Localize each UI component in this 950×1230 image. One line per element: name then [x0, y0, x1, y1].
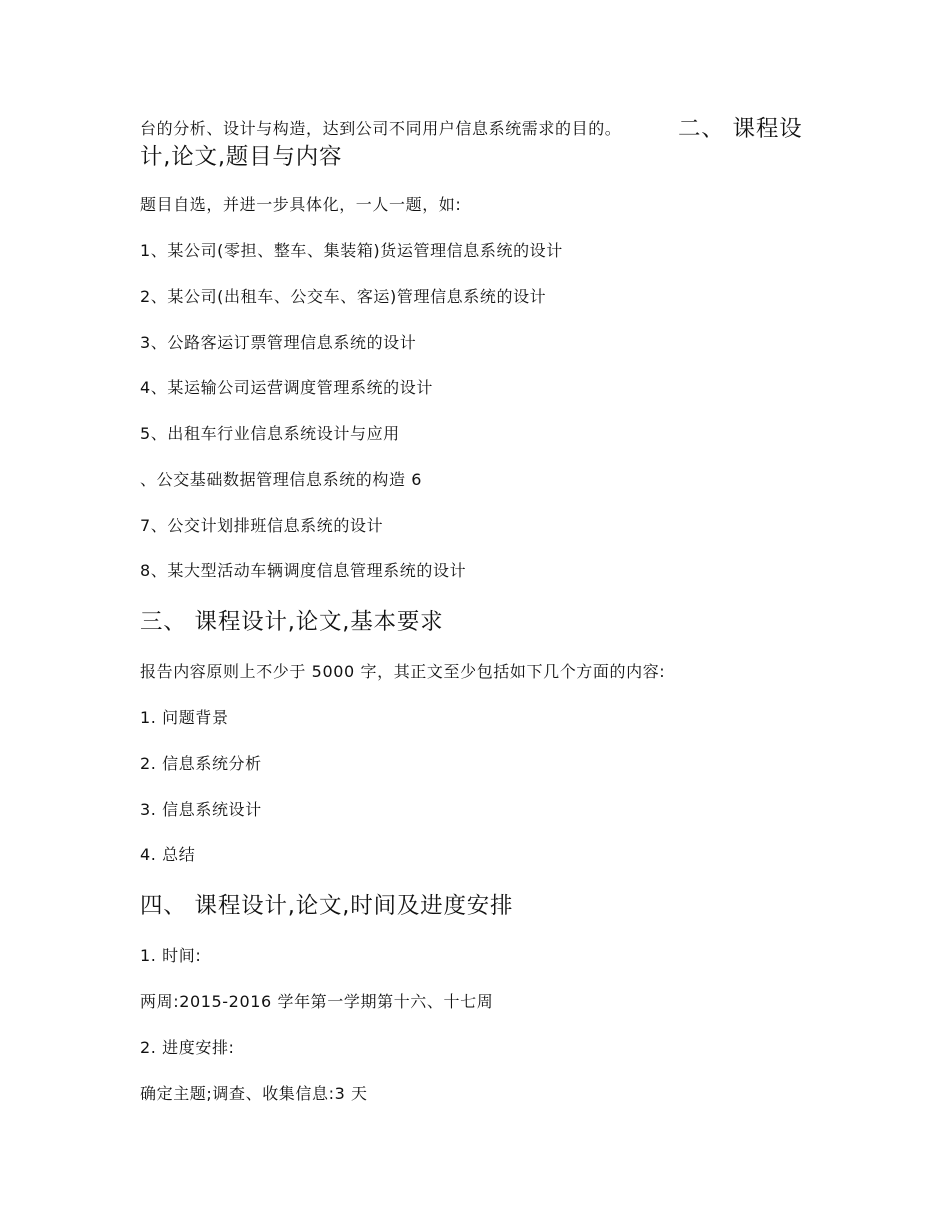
intro-line: 题目自选，并进一步具体化，一人一题，如:: [140, 195, 462, 214]
requirement-item-2: 2. 信息系统分析: [140, 754, 262, 773]
schedule-progress-item: 确定主题;调查、收集信息:3 天: [140, 1084, 368, 1103]
section-heading-2-part2: 计,论文,题目与内容: [140, 144, 343, 170]
requirement-item-3: 3. 信息系统设计: [140, 800, 262, 819]
topic-item-3: 3、公路客运订票管理信息系统的设计: [140, 333, 417, 352]
section-heading-2-part1: 二、 课程设: [678, 116, 803, 142]
topic-item-8: 8、某大型活动车辆调度信息管理系统的设计: [140, 561, 467, 580]
schedule-progress-label: 2. 进度安排:: [140, 1038, 235, 1057]
section-heading-4: 四、 课程设计,论文,时间及进度安排: [140, 893, 514, 919]
requirement-item-1: 1. 问题背景: [140, 708, 229, 727]
topic-item-6: 、公交基础数据管理信息系统的构造 6: [140, 470, 423, 489]
requirement-intro: 报告内容原则上不少于 5000 字，其正文至少包括如下几个方面的内容:: [140, 662, 666, 681]
topic-item-2: 2、某公司(出租车、公交车、客运)管理信息系统的设计: [140, 287, 547, 306]
section-heading-3: 三、 课程设计,论文,基本要求: [140, 609, 444, 635]
topic-item-7: 7、公交计划排班信息系统的设计: [140, 516, 384, 535]
requirement-item-4: 4. 总结: [140, 845, 196, 864]
topic-item-1: 1、某公司(零担、整车、集装箱)货运管理信息系统的设计: [140, 241, 563, 260]
topic-item-5: 5、出租车行业信息系统设计与应用: [140, 424, 400, 443]
schedule-time-label: 1. 时间:: [140, 946, 202, 965]
paragraph-line: 台的分析、设计与构造，达到公司不同用户信息系统需求的目的。: [140, 119, 622, 138]
topic-item-4: 4、某运输公司运营调度管理系统的设计: [140, 378, 433, 397]
schedule-time-value: 两周:2015-2016 学年第一学期第十六、十七周: [140, 992, 494, 1011]
